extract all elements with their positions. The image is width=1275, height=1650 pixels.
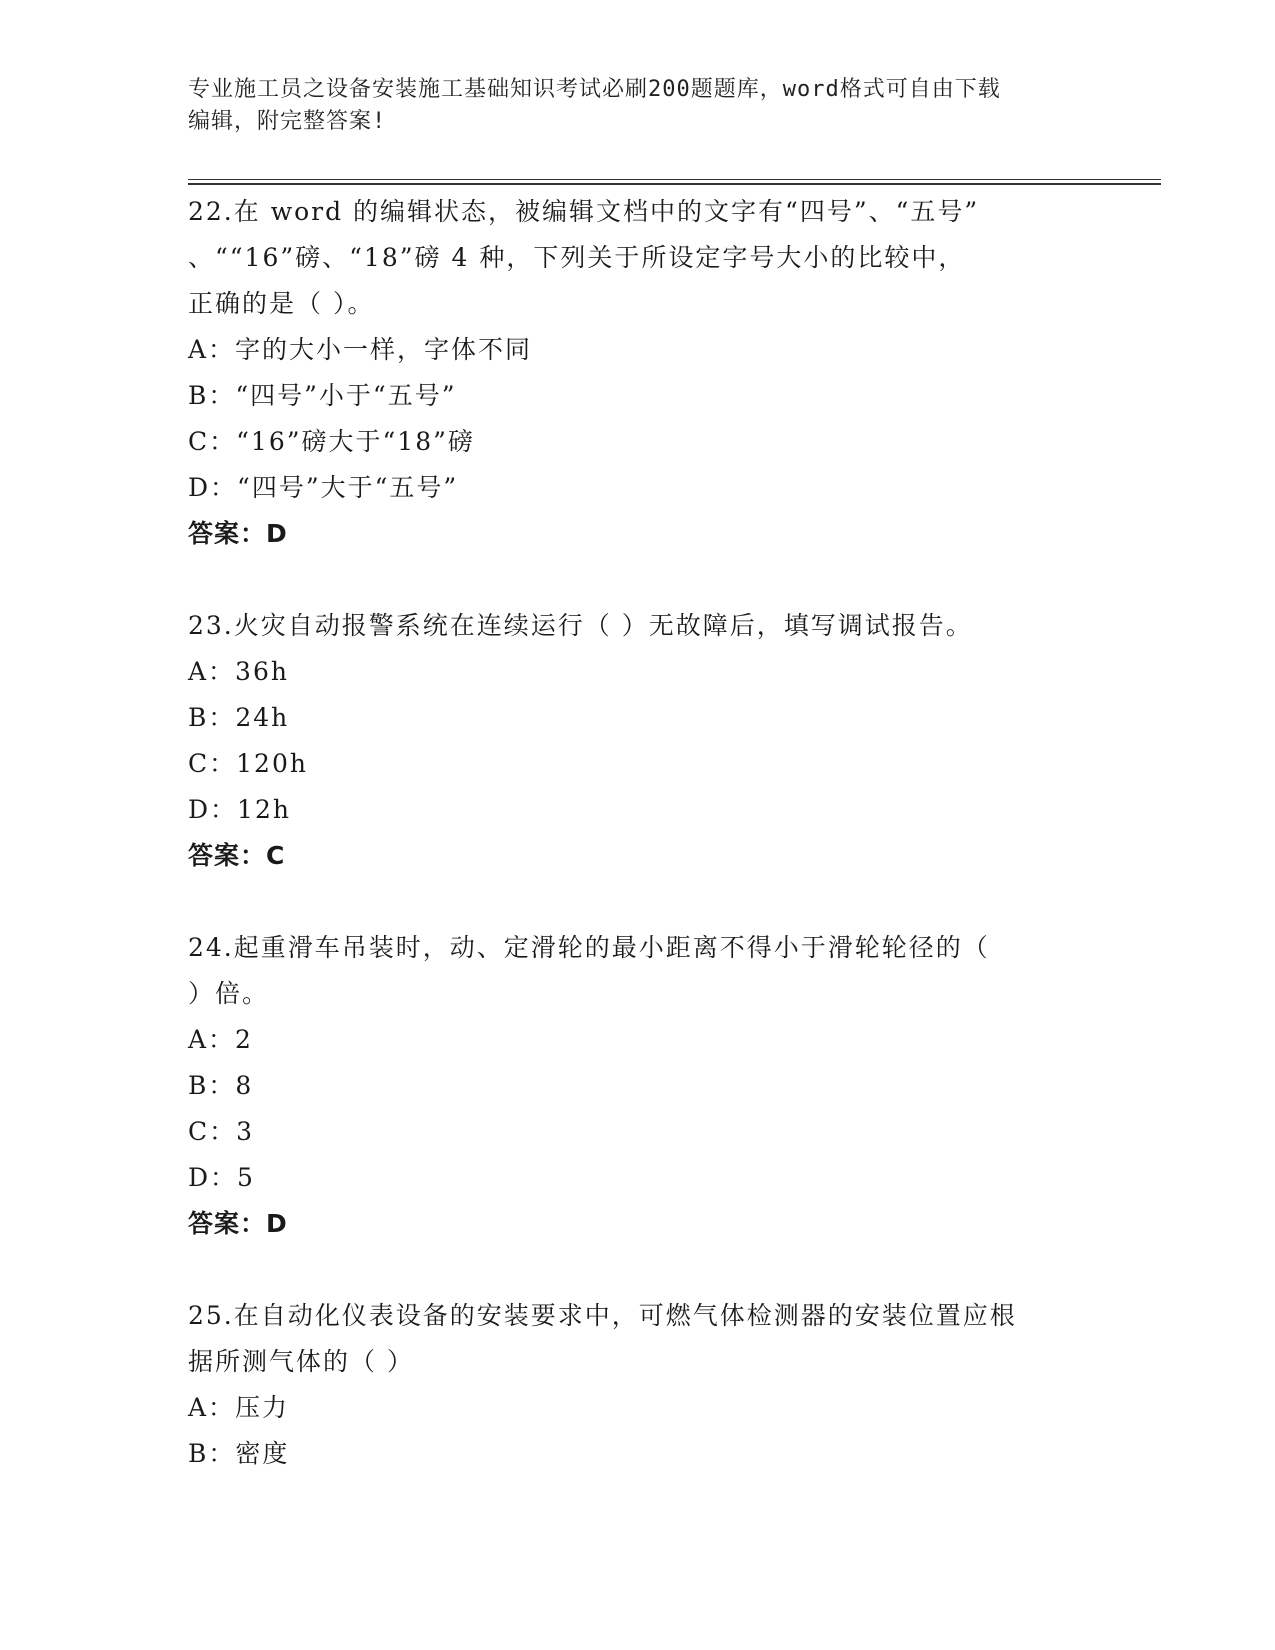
question-stem-line: 22.在 word 的编辑状态，被编辑文档中的文字有“四号”、“五号” [188,197,980,226]
option-b: B：密度 [188,1439,290,1468]
option-d: D：12h [188,795,291,824]
option-a: A：字的大小一样，字体不同 [188,335,533,364]
header-title-line-1: 专业施工员之设备安装施工基础知识考试必刷200题题库，word格式可自由下载 [188,77,1001,102]
answer-label: 答案：D [188,1209,288,1238]
option-a: A：2 [188,1025,253,1054]
question-stem-line: 、““16”磅、“18”磅 4 种，下列关于所设定字号大小的比较中， [188,243,966,272]
question-stem-line: 24.起重滑车吊装时，动、定滑轮的最小距离不得小于滑轮轮径的（ [188,933,990,962]
header-divider-bottom [188,183,1161,185]
option-c: C：120h [188,749,308,778]
question-23 [188,603,1088,879]
answer-label: 答案：D [188,519,288,548]
question-22 [188,189,1088,557]
question-24 [188,925,1088,1247]
option-b: B：8 [188,1071,254,1100]
question-stem-line: 23.火灾自动报警系统在连续运行（ ）无故障后，填写调试报告。 [188,611,973,640]
question-list [188,189,1088,1477]
question-stem-line: 据所测气体的（ ） [188,1347,414,1376]
answer-label: 答案：C [188,841,286,870]
option-d: D：5 [188,1163,255,1192]
question-stem-line: ）倍。 [188,979,270,1008]
question-stem-line: 正确的是（ ）。 [188,289,375,318]
option-a: A：36h [188,657,289,686]
option-b: B：“四号”小于“五号” [188,381,457,410]
option-b: B：24h [188,703,290,732]
header-divider-top [188,179,1161,180]
option-c: C：“16”磅大于“18”磅 [188,427,475,456]
option-d: D：“四号”大于“五号” [188,473,459,502]
header-title-line-2: 编辑，附完整答案! [188,109,387,134]
question-spacer [188,557,1088,603]
question-spacer [188,1247,1088,1293]
question-stem-line: 25.在自动化仪表设备的安装要求中，可燃气体检测器的安装位置应根 [188,1301,1017,1330]
document-header [188,74,1088,138]
question-25 [188,1293,1088,1477]
option-c: C：3 [188,1117,255,1146]
question-spacer [188,879,1088,925]
option-a: A：压力 [188,1393,290,1422]
